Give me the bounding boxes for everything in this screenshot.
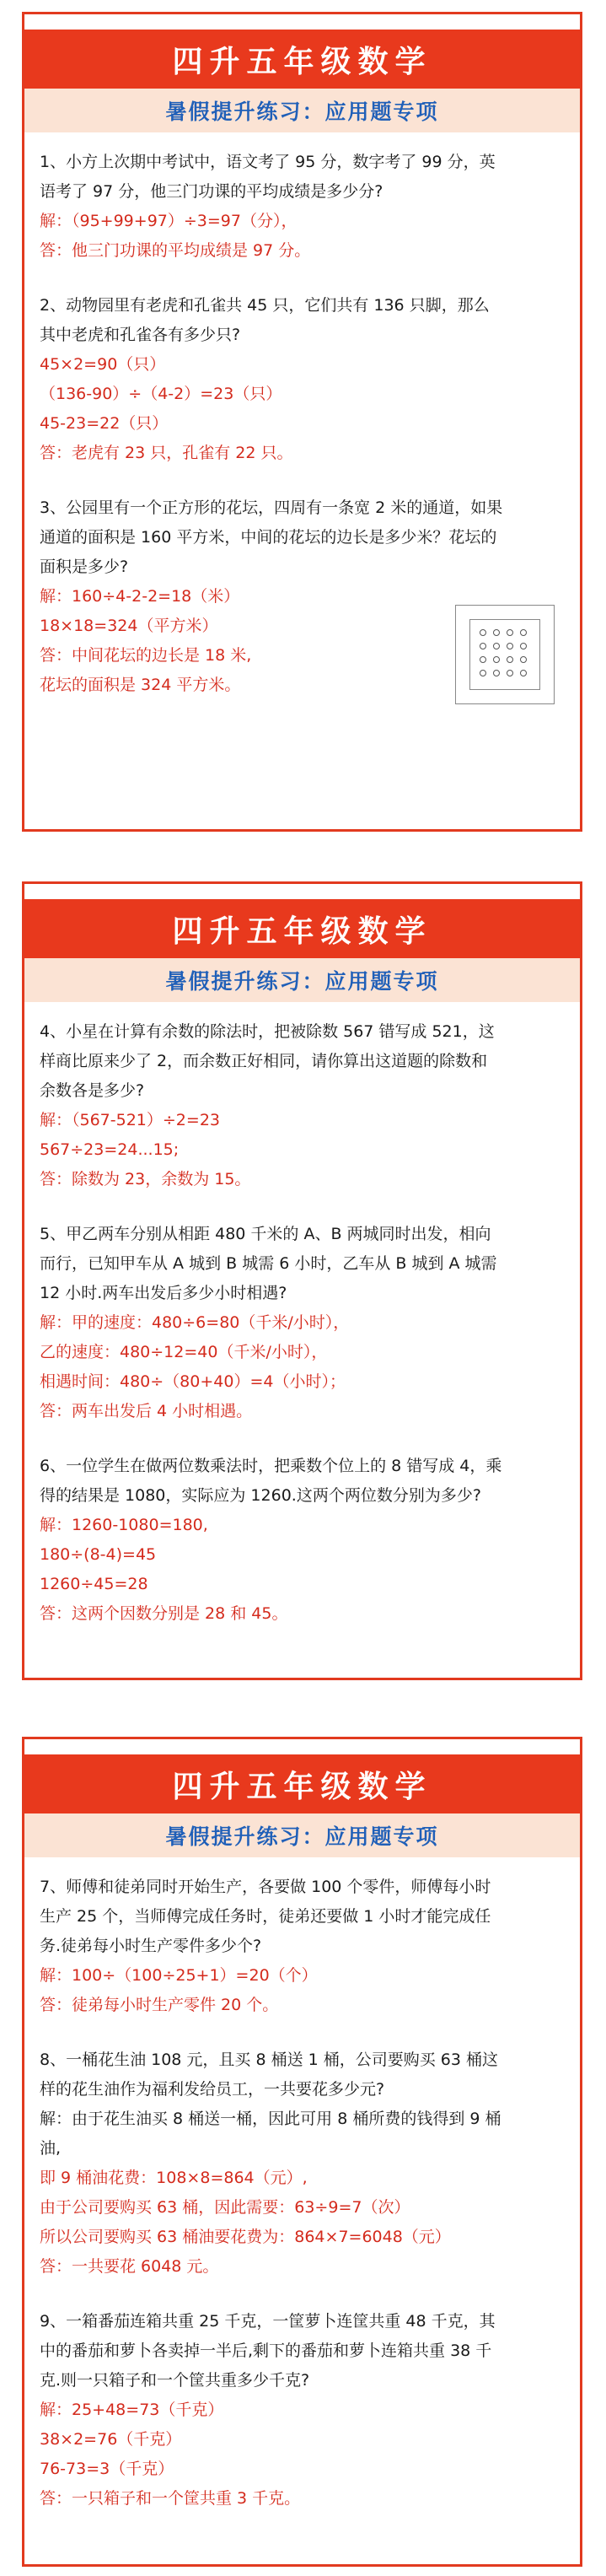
flower-dot <box>520 656 527 663</box>
flower-dot <box>507 643 513 649</box>
answer-line: 答：两车出发后 4 小时相遇。 <box>40 1402 253 1420</box>
question-line: 9、一箱番茄连箱共重 25 千克，一筐萝卜连筐共重 48 千克，其 <box>40 2312 496 2331</box>
flower-dot <box>520 629 527 636</box>
answer-line: 答：徒弟每小时生产零件 20 个。 <box>40 1996 279 2014</box>
flower-dot <box>520 643 527 649</box>
answer-line: 解：100÷（100÷25+1）=20（个） <box>40 1966 318 1985</box>
answer-line: 答：中间花坛的边长是 18 米, <box>40 646 252 665</box>
flower-dot <box>493 629 500 636</box>
worksheet-page-2 <box>22 881 582 1680</box>
problem-5 <box>40 1220 566 1426</box>
question-line: 而行，已知甲车从 A 城到 B 城需 6 小时，乙车从 B 城到 A 城需 <box>40 1254 497 1273</box>
problem-6 <box>40 1452 566 1629</box>
flower-dot <box>493 643 500 649</box>
flower-dot <box>480 643 486 649</box>
flower-dot <box>507 656 513 663</box>
question-line: 6、一位学生在做两位数乘法时，把乘数个位上的 8 错写成 4，乘 <box>40 1457 502 1475</box>
question-line: 得的结果是 1080，实际应为 1260.这两个两位数分别为多少? <box>40 1486 481 1505</box>
answer-line: 答：一共要花 6048 元。 <box>40 2257 219 2276</box>
problem-8 <box>40 2045 566 2282</box>
question-line: 克.则一只箱子和一个筐共重多少千克? <box>40 2371 310 2390</box>
page-title: 四升五年级数学 <box>24 1754 580 1813</box>
answer-line: 567÷23=24...15; <box>40 1140 180 1159</box>
question-line: 2、动物园里有老虎和孔雀共 45 只，它们共有 136 只脚，那么 <box>40 296 490 315</box>
problem-4 <box>40 1017 566 1194</box>
answer-line: 花坛的面积是 324 平方米。 <box>40 676 241 694</box>
answer-line: 解：25+48=73（千克） <box>40 2401 224 2419</box>
page-subtitle: 暑假提升练习：应用题专项 <box>24 1813 580 1857</box>
question-line: 1、小方上次期中考试中，语文考了 95 分，数字考了 99 分，英 <box>40 153 496 171</box>
answer-line: 答：除数为 23，余数为 15。 <box>40 1170 251 1188</box>
answer-line: 38×2=76（千克） <box>40 2430 182 2449</box>
answer-line: 解：（567-521）÷2=23 <box>40 1111 220 1129</box>
answer-line: 解：1260-1080=180, <box>40 1516 208 1534</box>
problem-2 <box>40 291 566 468</box>
problem-9 <box>40 2307 566 2514</box>
flower-dot <box>480 670 486 676</box>
flower-dot <box>493 656 500 663</box>
question-line: 样的花生油作为福利发给员工，一共要花多少元? <box>40 2080 385 2099</box>
question-line: 4、小星在计算有余数的除法时，把被除数 567 错写成 521，这 <box>40 1022 495 1041</box>
answer-line: 相遇时间：480÷（80+40）=4（小时）； <box>40 1372 346 1391</box>
answer-line: 解：（95+99+97）÷3=97（分）， <box>40 212 298 230</box>
flower-dot <box>507 670 513 676</box>
page-title: 四升五年级数学 <box>24 899 580 958</box>
flowerbed-diagram <box>455 605 555 704</box>
flower-dot <box>480 629 486 636</box>
answer-line: 解：甲的速度：480÷6=80（千米/小时）， <box>40 1313 350 1332</box>
flower-dots <box>480 629 530 680</box>
page-subtitle: 暑假提升练习：应用题专项 <box>24 89 580 132</box>
question-line: 油, <box>40 2139 62 2158</box>
page-content <box>24 1002 580 1629</box>
question-line: 解：由于花生油买 8 桶送一桶，因此可用 8 桶所费的钱得到 9 桶 <box>40 2110 501 2128</box>
flowerbed-inner-square <box>469 619 540 690</box>
flower-dot <box>520 670 527 676</box>
answer-line: 所以公司要购买 63 桶油要花费为：864×7=6048（元） <box>40 2228 451 2246</box>
flower-dot <box>480 656 486 663</box>
worksheet-page-1 <box>22 12 582 832</box>
answer-line: 1260÷45=28 <box>40 1575 148 1593</box>
question-line: 务.徒弟每小时生产零件多少个? <box>40 1937 262 1955</box>
answer-line: 解：160÷4-2-2=18（米） <box>40 587 240 606</box>
question-line: 生产 25 个，当师傅完成任务时，徒弟还要做 1 小时才能完成任 <box>40 1907 491 1926</box>
worksheet-page-3 <box>22 1737 582 2567</box>
flower-dot <box>493 670 500 676</box>
question-line: 3、公园里有一个正方形的花坛，四周有一条宽 2 米的通道，如果 <box>40 498 503 517</box>
question-line: 7、师傅和徒弟同时开始生产，各要做 100 个零件，师傅每小时 <box>40 1878 491 1896</box>
answer-line: 76-73=3（千克） <box>40 2460 174 2478</box>
question-line: 样商比原来少了 2，而余数正好相同，请你算出这道题的除数和 <box>40 1052 488 1070</box>
question-line: 通道的面积是 160 平方米，中间的花坛的边长是多少米？花坛的 <box>40 528 497 547</box>
problem-1 <box>40 148 566 266</box>
answer-line: 答：一只箱子和一个筐共重 3 千克。 <box>40 2489 301 2508</box>
answer-line: 答：这两个因数分别是 28 和 45。 <box>40 1604 288 1623</box>
answer-line: 答：他三门功课的平均成绩是 97 分。 <box>40 241 311 260</box>
question-line: 余数各是多少? <box>40 1081 145 1100</box>
answer-line: 乙的速度：480÷12=40（千米/小时）， <box>40 1343 328 1361</box>
question-line: 语考了 97 分，他三门功课的平均成绩是多少分? <box>40 182 383 201</box>
answer-line: 180÷(8-4)=45 <box>40 1545 157 1564</box>
answer-line: 18×18=324（平方米） <box>40 617 218 635</box>
question-line: 8、一桶花生油 108 元，且买 8 桶送 1 桶，公司要购买 63 桶这 <box>40 2051 499 2069</box>
question-line: 面积是多少? <box>40 558 129 576</box>
page-content <box>24 1857 580 2514</box>
answer-line: 由于公司要购买 63 桶，因此需要：63÷9=7（次） <box>40 2198 410 2217</box>
question-line: 中的番茄和萝卜各卖掉一半后,剩下的番茄和萝卜连箱共重 38 千 <box>40 2342 492 2360</box>
question-line: 12 小时.两车出发后多少小时相遇? <box>40 1284 287 1302</box>
answer-line: （136-90）÷（4-2）=23（只） <box>40 385 282 403</box>
problem-7 <box>40 1873 566 2020</box>
question-line: 其中老虎和孔雀各有多少只? <box>40 326 241 344</box>
page-subtitle: 暑假提升练习：应用题专项 <box>24 958 580 1002</box>
flower-dot <box>507 629 513 636</box>
answer-line: 答：老虎有 23 只，孔雀有 22 只。 <box>40 444 293 462</box>
answer-line: 45×2=90（只） <box>40 355 166 374</box>
answer-line: 45-23=22（只） <box>40 414 169 433</box>
page-title: 四升五年级数学 <box>24 30 580 89</box>
question-line: 5、甲乙两车分别从相距 480 千米的 A、B 两城同时出发，相向 <box>40 1225 491 1243</box>
answer-line: 即 9 桶油花费：108×8=864（元）, <box>40 2169 308 2187</box>
